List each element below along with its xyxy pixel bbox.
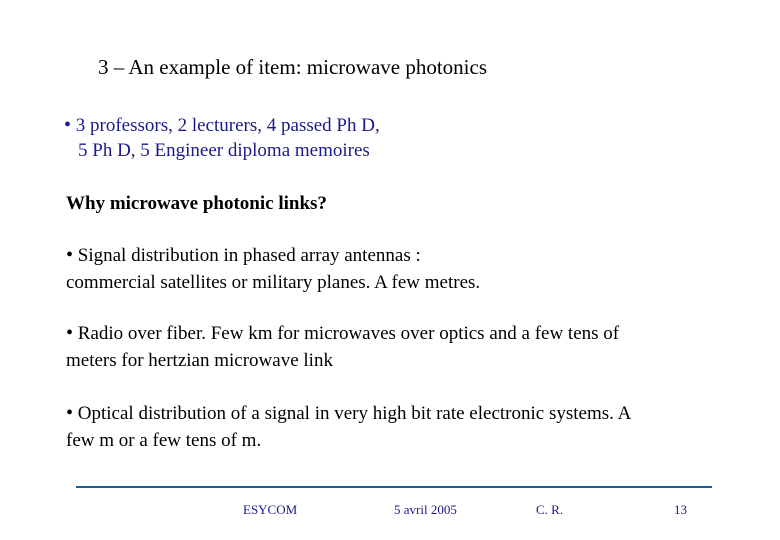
point-1-line-1 [66, 243, 421, 268]
point-1-text-1: Signal distribution in phased array antennas : [77, 245, 421, 266]
footer-date: 5 avril 2005 [394, 502, 457, 517]
section-heading: Why microwave photonic links? [66, 193, 327, 214]
team-text-1: 3 professors, 2 lecturers, 4 passed Ph D, [75, 115, 380, 136]
footer-divider [76, 486, 712, 488]
bullet-marker: • [66, 244, 74, 266]
point-3-line-1 [66, 401, 631, 426]
bullet-marker: • [66, 322, 74, 344]
point-2-line-2: meters for hertzian microwave link [66, 350, 333, 371]
point-3-line-2: few m or a few tens of m. [66, 430, 262, 451]
slide-title: 3 – An example of item: microwave photonics [98, 55, 487, 79]
team-line-2: 5 Ph D, 5 Engineer diploma memoires [78, 140, 370, 161]
bullet-marker: • [64, 114, 72, 136]
footer-page-number: 13 [674, 502, 687, 517]
point-2-line-1 [66, 321, 619, 346]
footer-author: C. R. [536, 502, 564, 517]
point-1-line-2: commercial satellites or military planes. A few metres. [66, 272, 481, 293]
bullet-marker: • [66, 402, 74, 424]
point-3-text-1: Optical distribution of a signal in very high bit rate electronic systems. A [77, 403, 632, 424]
footer-org: ESYCOM [243, 502, 298, 517]
team-line-1 [64, 113, 380, 138]
point-2-text-1: Radio over fiber. Few km for microwaves over optics and a few tens of [77, 323, 620, 344]
